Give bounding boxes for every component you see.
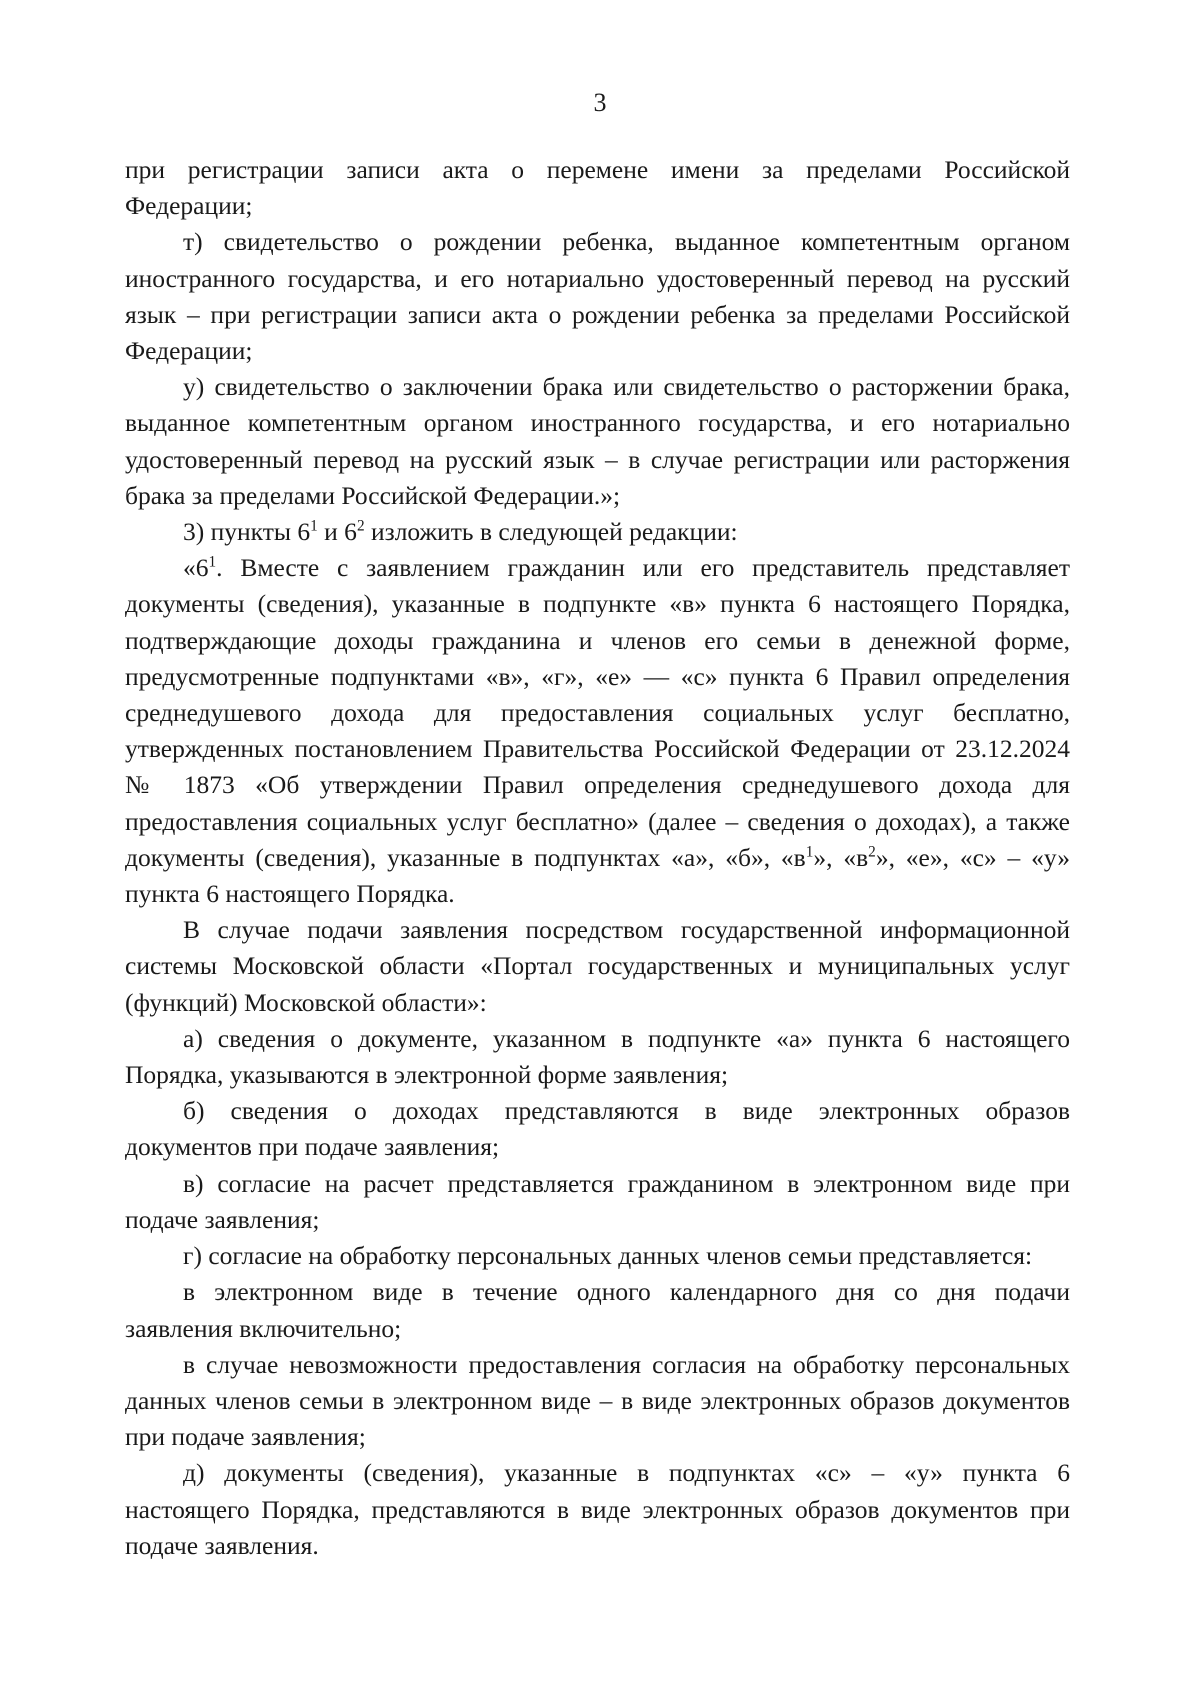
text-line: данных членов семьи в электронном виде – в виде электронных образов документов — [125, 1385, 1070, 1415]
paragraph-electronic — [125, 1274, 1070, 1346]
text-line: брака за пределами Российской Федерации.»; — [125, 480, 621, 510]
superscript: 1 — [208, 553, 217, 571]
text-line: утвержденных постановлением Правительства Российской Федерации от 23.12.2024 — [125, 734, 1070, 764]
text-line — [125, 550, 1070, 586]
paragraph-item-g — [125, 1238, 1070, 1274]
text-fragment: . Вместе с заявлением гражданин или его представитель представляет — [216, 553, 1070, 583]
paragraph-item-t — [125, 224, 1070, 369]
text-line: в) согласие на расчет представляется гражданином в электронном виде при — [183, 1168, 1070, 1198]
text-line: настоящего Порядка, представляются в виде электронных образов документов при — [125, 1494, 1070, 1524]
text-line — [125, 514, 1070, 550]
paragraph-item-v — [125, 1166, 1070, 1238]
text-line: язык – при регистрации записи акта о рождении ребенка за пределами Российской — [125, 299, 1070, 329]
text-line: в электронном виде в течение одного календарного дня со дня подачи — [183, 1277, 1070, 1307]
text-line: подтверждающие доходы гражданина и членов его семьи в денежной форме, — [125, 625, 1070, 655]
text-fragment: документы (сведения), указанные в подпунктах «а», «б», «в — [125, 842, 806, 872]
superscript: 1 — [805, 843, 814, 861]
text-line: б) сведения о доходах представляются в виде электронных образов — [183, 1096, 1070, 1126]
text-line — [125, 840, 1070, 876]
text-line: а) сведения о документе, указанном в подпункте «а» пункта 6 настоящего — [183, 1023, 1070, 1053]
document-body — [125, 152, 1070, 1564]
text-line: № 1873 «Об утверждении Правил определения среднедушевого дохода для — [125, 770, 1070, 800]
text-line: у) свидетельство о заключении брака или свидетельство о расторжении брака, — [183, 372, 1070, 402]
paragraph-item-a — [125, 1021, 1070, 1093]
text-line: выданное компетентным органом иностранного государства, и его нотариально — [125, 408, 1070, 438]
page-number: 3 — [593, 88, 607, 117]
text-line: т) свидетельство о рождении ребенка, выданное компетентным органом — [183, 227, 1070, 257]
paragraph-portal — [125, 912, 1070, 1021]
paragraph-continuation — [125, 152, 1070, 224]
text-line: удостоверенный перевод на русский язык – в случае регистрации или расторжения — [125, 444, 1070, 474]
text-line: документы (сведения), указанные в подпункте «в» пункта 6 настоящего Порядка, — [125, 589, 1070, 619]
text-line: среднедушевого дохода для предоставления социальных услуг бесплатно, — [125, 698, 1070, 728]
text-line: (функций) Московской области»: — [125, 987, 487, 1017]
text-line: системы Московской области «Портал государственных и муниципальных услуг — [125, 951, 1070, 981]
text-line: пункта 6 настоящего Порядка. — [125, 879, 455, 909]
text-line: документов при подаче заявления; — [125, 1132, 500, 1162]
superscript: 2 — [356, 517, 365, 535]
text-line: подаче заявления; — [125, 1204, 320, 1234]
superscript: 2 — [868, 843, 876, 861]
paragraph-item-d — [125, 1455, 1070, 1564]
text-line: д) документы (сведения), указанные в подпунктах «с» – «у» пункта 6 — [183, 1458, 1070, 1488]
text-line: при регистрации записи акта о перемене имени за пределами Российской — [125, 155, 1070, 184]
paragraph-item-3 — [125, 514, 1070, 550]
paragraph-impossibility — [125, 1347, 1070, 1456]
text-fragment: 3) пункты 6 — [183, 517, 311, 547]
text-line: в случае невозможности предоставления согласия на обработку персональных — [183, 1349, 1070, 1379]
text-fragment: », «е», «с» – «у» — [875, 842, 1070, 872]
text-fragment: изложить в следующей редакции: — [364, 517, 738, 547]
text-line: Федерации; — [125, 191, 253, 221]
text-line: иностранного государства, и его нотариально удостоверенный перевод на русский — [125, 263, 1070, 293]
text-fragment: «6 — [183, 553, 209, 583]
superscript: 1 — [310, 517, 318, 535]
text-line: при подаче заявления; — [125, 1422, 366, 1452]
text-line: г) согласие на обработку персональных данных членов семьи представляется: — [183, 1241, 1033, 1271]
text-line: предоставления социальных услуг бесплатно» (далее – сведения о доходах), а также — [125, 806, 1070, 836]
text-line: предусмотренные подпунктами «в», «г», «е» — «с» пункта 6 Правил определения — [125, 661, 1070, 691]
text-line: Порядка, указываются в электронной форме заявления; — [125, 1060, 729, 1090]
text-line: заявления включительно; — [125, 1313, 402, 1343]
text-line: подаче заявления. — [125, 1530, 319, 1560]
paragraph-item-b — [125, 1093, 1070, 1165]
text-fragment: », «в — [813, 842, 869, 872]
text-line: Федерации; — [125, 336, 253, 366]
paragraph-6-1 — [125, 550, 1070, 912]
paragraph-item-u — [125, 369, 1070, 514]
text-line: В случае подачи заявления посредством государственной информационной — [183, 915, 1070, 945]
text-fragment: и 6 — [317, 517, 357, 547]
